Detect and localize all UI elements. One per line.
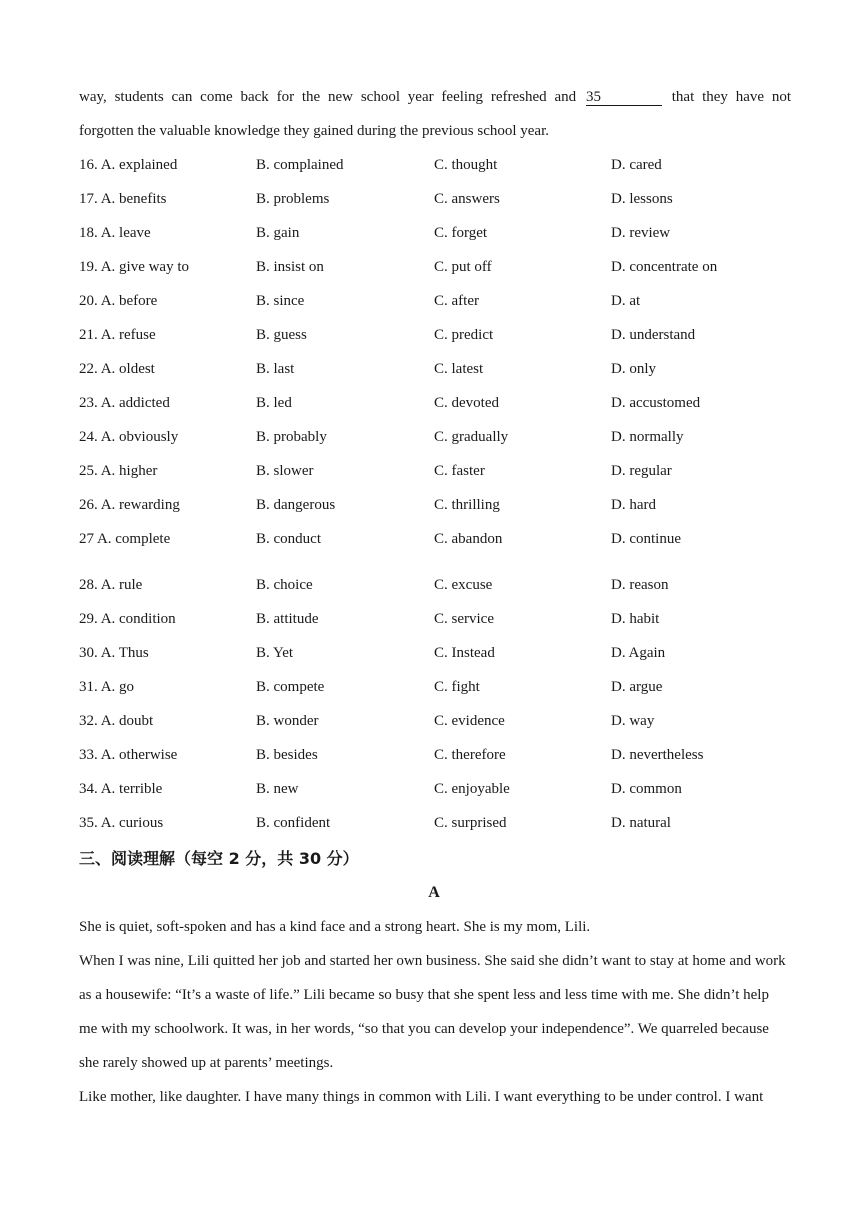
option-c: C. service [434,611,494,627]
option-a: A. doubt [100,713,154,729]
option-b: B. attitude [256,611,319,627]
option-b: B. since [256,293,305,309]
question-number: 24. [79,429,98,445]
option-c: C. forget [434,225,488,241]
option-c: C. abandon [434,531,503,547]
question-number-and-option-a [79,570,142,600]
option-b: B. slower [256,463,314,479]
option-b: B. besides [256,747,318,763]
option-a: A. oldest [100,361,155,377]
option-c: C. gradually [434,429,509,445]
question-number-and-option-a [79,150,177,180]
option-a: A. give way to [100,259,190,275]
question-row [79,388,791,422]
passage-paragraph: When I was nine, Lili quitted her job and started her own business. She said she didn’t want to stay at home and work as a housewife: “It’s a waste of life.” Lili became so busy that she spent less and less time with me. She didn’t help me with my schoolwork. It was, in her words, “so that you can develop your independence”. We quarreled because she rarely showed up at parents’ meetings. [79,953,786,1071]
question-number-and-option-a [79,774,162,804]
intro-line-2: forgotten the valuable knowledge they gained during the previous school year. [79,123,550,139]
option-a: A. condition [100,611,176,627]
question-row [79,808,791,842]
option-d: D. at [611,293,641,309]
question-number: 27 [79,531,94,547]
option-b: B. complained [256,157,344,173]
option-b: B. guess [256,327,307,343]
intro-line-1 [79,80,791,114]
option-d: D. normally [611,429,684,445]
section-title: 三、阅读理解（每空 2 分，共 30 分） [79,849,359,868]
option-a: A. higher [100,463,158,479]
option-a: A. refuse [100,327,156,343]
question-number: 33. [79,747,98,763]
question-row [79,422,791,456]
option-a: A. terrible [100,781,163,797]
option-b: B. problems [256,191,330,207]
option-b: B. last [256,361,295,377]
question-number-and-option-a [79,320,156,350]
option-a: A. go [100,679,135,695]
option-b: B. new [256,781,299,797]
question-number-and-option-a [79,638,149,668]
question-number: 19. [79,259,98,275]
option-b: B. probably [256,429,327,445]
option-c: C. fight [434,679,480,695]
question-row [79,218,791,252]
option-d: D. only [611,361,656,377]
option-d: D. hard [611,497,656,513]
option-d: D. regular [611,463,672,479]
option-d: D. common [611,781,682,797]
option-b: B. gain [256,225,300,241]
option-c: C. devoted [434,395,499,411]
passage-paragraph: She is quiet, soft-spoken and has a kind face and a strong heart. She is my mom, Lili. [79,919,591,935]
option-c: C. therefore [434,747,506,763]
option-c: C. after [434,293,479,309]
question-row [79,456,791,490]
question-number: 21. [79,327,98,343]
question-number-and-option-a [79,422,178,452]
question-row [79,604,791,638]
option-c: C. latest [434,361,484,377]
option-d: D. continue [611,531,681,547]
option-b: B. confident [256,815,331,831]
option-a: A. Thus [100,645,149,661]
option-c: C. put off [434,259,492,275]
option-d: D. cared [611,157,662,173]
question-row [79,490,791,524]
option-d: D. reason [611,577,669,593]
question-row [79,672,791,706]
option-c: C. faster [434,463,485,479]
option-a: A. complete [96,531,171,547]
option-a: A. addicted [100,395,170,411]
option-b: B. led [256,395,292,411]
question-row [79,286,791,320]
option-d: D. lessons [611,191,673,207]
intro-text-before: way, students can come back for the new school year feeling refreshed and [79,89,577,105]
option-a: A. obviously [100,429,179,445]
option-d: D. way [611,713,655,729]
option-b: B. choice [256,577,313,593]
question-row [79,524,791,570]
question-number-and-option-a [79,672,134,702]
option-a: A. explained [100,157,178,173]
question-row [79,570,791,604]
question-number: 34. [79,781,98,797]
option-c: C. Instead [434,645,495,661]
question-number-and-option-a [79,354,155,384]
option-d: D. review [611,225,671,241]
question-number-and-option-a [79,184,167,214]
question-row [79,774,791,808]
question-row [79,150,791,184]
option-a: A. benefits [100,191,167,207]
option-a: A. before [100,293,158,309]
question-number-and-option-a [79,490,180,520]
question-number-and-option-a [79,286,157,316]
blank-35: 35 [586,89,662,106]
option-c: C. surprised [434,815,507,831]
question-row [79,638,791,672]
question-number: 18. [79,225,98,241]
option-d: D. nevertheless [611,747,704,763]
question-row [79,184,791,218]
question-number: 30. [79,645,98,661]
passage-paragraph: Like mother, like daughter. I have many things in common with Lili. I want everything to be under control. I want [79,1089,764,1105]
option-b: B. insist on [256,259,324,275]
question-number-and-option-a [79,740,177,770]
option-b: B. compete [256,679,325,695]
question-row [79,354,791,388]
question-number-and-option-a [79,252,189,282]
option-c: C. answers [434,191,500,207]
question-number: 25. [79,463,98,479]
question-number-and-option-a [79,524,170,554]
question-number-and-option-a [79,808,163,838]
question-number: 20. [79,293,98,309]
question-number: 17. [79,191,98,207]
question-number-and-option-a [79,706,153,736]
question-row [79,706,791,740]
question-number-and-option-a [79,218,151,248]
question-number: 35. [79,815,98,831]
question-number: 23. [79,395,98,411]
question-number: 29. [79,611,98,627]
question-number: 22. [79,361,98,377]
question-number: 31. [79,679,98,695]
option-b: B. conduct [256,531,321,547]
option-a: A. rewarding [100,497,180,513]
option-c: C. predict [434,327,494,343]
option-a: A. otherwise [100,747,178,763]
option-d: D. habit [611,611,660,627]
option-d: D. understand [611,327,696,343]
intro-text-after: that they have not [671,89,791,105]
question-number-and-option-a [79,604,176,634]
option-b: B. Yet [256,645,294,661]
question-number-and-option-a [79,388,170,418]
question-number: 28. [79,577,98,593]
reading-passage [79,910,791,1114]
option-d: D. Again [611,645,666,661]
option-d: D. concentrate on [611,259,718,275]
question-number: 32. [79,713,98,729]
option-b: B. dangerous [256,497,336,513]
option-c: C. thought [434,157,498,173]
question-row [79,252,791,286]
passage-label: A [428,884,440,901]
question-number: 26. [79,497,98,513]
answer-options [79,150,791,842]
question-row [79,740,791,774]
option-a: A. leave [100,225,151,241]
question-number-and-option-a [79,456,157,486]
option-d: D. accustomed [611,395,701,411]
option-c: C. enjoyable [434,781,510,797]
option-c: C. evidence [434,713,505,729]
option-c: C. thrilling [434,497,500,513]
option-d: D. argue [611,679,663,695]
option-a: A. rule [100,577,143,593]
option-c: C. excuse [434,577,493,593]
option-b: B. wonder [256,713,319,729]
option-a: A. curious [100,815,164,831]
question-number: 16. [79,157,98,173]
question-row [79,320,791,354]
option-d: D. natural [611,815,671,831]
